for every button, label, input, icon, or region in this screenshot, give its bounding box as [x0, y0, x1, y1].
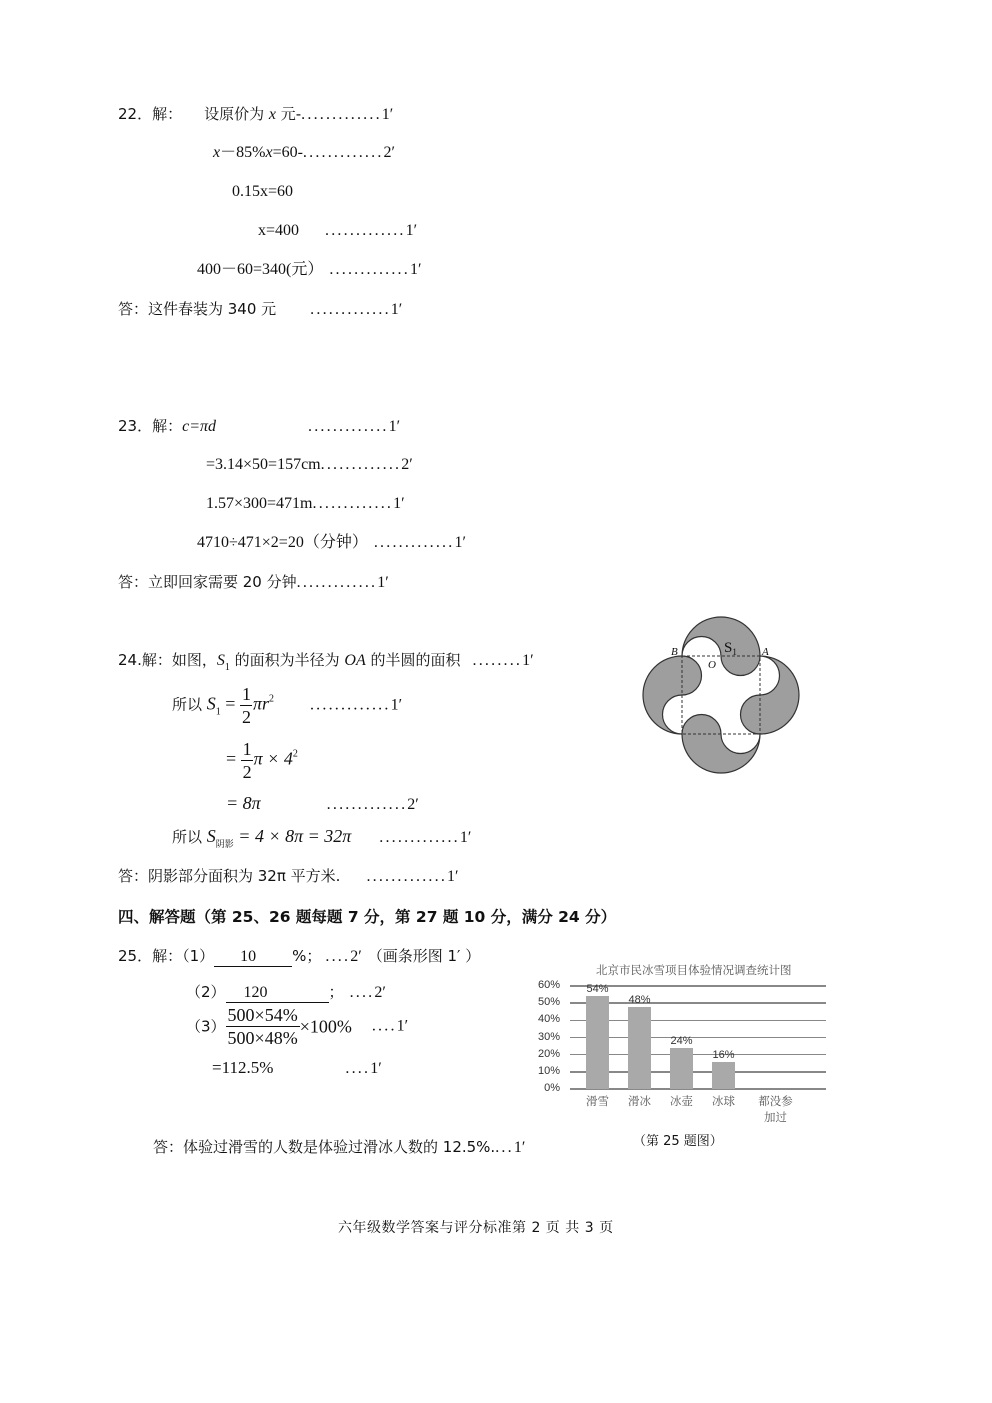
y-tick-label: 60%: [537, 979, 560, 991]
q22-l2-var2: x: [265, 144, 273, 161]
q23-l1-formula: c=πd: [182, 418, 217, 435]
q25-p2-score: 2′: [374, 984, 386, 1001]
q23-line-1: [118, 416, 400, 437]
q25-p3-dots: ....: [371, 1017, 397, 1035]
q24-l1-b: 的半圆的面积: [365, 651, 461, 669]
q24-l3-sup: 2: [292, 748, 298, 760]
q22-l1-dots: .............: [301, 106, 382, 123]
q25-p1-dots: ....: [325, 948, 351, 965]
q24-l2-prefix: 所以: [172, 695, 207, 714]
fraction-denominator: 2: [241, 707, 251, 727]
q23-line-4: [197, 533, 466, 553]
bar: [712, 1062, 735, 1089]
q22-l1-score: 1′: [381, 106, 394, 123]
q22-l1-var: x: [268, 106, 276, 123]
q24-l2-S: S: [206, 693, 216, 714]
bar: [670, 1048, 693, 1089]
q22-l5-dots: .............: [329, 261, 410, 278]
q24-l1-score: 1′: [522, 652, 534, 669]
q23-l3-dots: .............: [312, 495, 394, 512]
fraction-numerator: 500×54%: [227, 1005, 298, 1025]
section-4-heading: 四、解答题（第 25、26 题每题 7 分，第 27 题 10 分，满分 24 分）: [118, 908, 617, 926]
fraction-numerator: 1: [242, 739, 252, 759]
q24-line-1: [118, 650, 534, 678]
q25-part-4: [212, 1058, 382, 1079]
q24-l2-tail: πr: [252, 693, 269, 714]
q22-answer-dots: .............: [310, 301, 391, 318]
q23-l4-text: 4710÷471×2=20（分钟）: [197, 534, 368, 551]
bar-value-label: 48%: [628, 993, 651, 1006]
x-category-label: 滑冰: [628, 1094, 651, 1108]
q23-l2-score: 2′: [401, 456, 413, 473]
q24-l2-dots: .............: [309, 696, 391, 714]
y-tick-label: 10%: [537, 1064, 560, 1077]
q22-l2-var1: x: [213, 144, 221, 161]
q23-l4-score: 1′: [454, 534, 466, 551]
q24-l3-fraction: [241, 738, 254, 783]
label-B: B: [671, 646, 678, 658]
y-tick-label: 0%: [544, 1082, 560, 1094]
y-tick-label: 20%: [537, 1047, 560, 1060]
bar: [586, 996, 609, 1089]
q24-l2-fraction: [240, 683, 253, 728]
q25-label: 25．解：: [118, 947, 183, 965]
q25-p4-dots: ....: [345, 1060, 371, 1077]
q24-label: 24.解：如图，: [118, 651, 217, 669]
q23-label: 23．解：: [118, 417, 183, 435]
q24-l5-dots: .............: [379, 829, 460, 846]
q25-p3-score: 1′: [396, 1017, 409, 1035]
q24-l1-sub: 1: [224, 662, 230, 673]
q23-l2-text: =3.14×50=157cm: [206, 456, 321, 473]
q24-line-5: [172, 826, 471, 855]
q24-l1-S: S: [216, 652, 225, 669]
label-S1: $S_1$: [724, 640, 737, 657]
q22-l2-mid: －85%: [220, 144, 266, 161]
q25-p1-answer-blank: 10: [214, 948, 292, 967]
q24-l3-tail: π × 4: [253, 748, 293, 769]
bar-value-label: 24%: [670, 1034, 693, 1047]
q25-p2-answer-blank: 120: [226, 984, 329, 1003]
q24-l5-sub: 阴影: [215, 840, 234, 850]
q22-answer: [118, 299, 402, 320]
q22-line-3: 0.15x=60: [232, 183, 294, 200]
q24-line-3: [226, 738, 298, 783]
y-tick-label: 50%: [537, 996, 560, 1009]
y-tick-label: 40%: [537, 1013, 560, 1026]
fraction-denominator: 2: [242, 762, 252, 782]
q25-p1-label: （1）: [182, 947, 215, 965]
q24-figure: [630, 610, 810, 780]
q23-answer: [118, 572, 389, 593]
q22-l1-text: 设原价为: [204, 105, 269, 123]
q22-label: 22．解：: [118, 105, 183, 123]
q25-p2-label: （2）: [186, 983, 226, 1001]
q22-line-2: [213, 143, 395, 163]
y-tick-label: 30%: [537, 1030, 560, 1043]
x-category-label: 冰壶: [670, 1094, 693, 1108]
q23-l3-score: 1′: [393, 495, 405, 512]
q24-l4-dots: .............: [326, 796, 408, 813]
q24-line-4: [226, 793, 419, 815]
chart-title: 北京市民冰雪项目体验情况调查统计图: [596, 963, 792, 977]
q24-answer-score: 1′: [447, 868, 459, 885]
q24-l5-prefix: 所以: [172, 828, 207, 846]
q23-line-3: [206, 494, 405, 514]
fraction-numerator: 1: [241, 684, 251, 704]
q25-p3-fraction: [226, 1004, 300, 1049]
bar-value-label: 54%: [586, 983, 609, 996]
page-footer: 六年级数学答案与评分标准第 2 页 共 3 页: [338, 1220, 614, 1236]
q22-answer-score: 1′: [390, 301, 403, 318]
q25-p1-score: 2′: [350, 948, 362, 965]
q22-l5-score: 1′: [409, 261, 422, 278]
label-A: A: [762, 646, 769, 658]
q24-l1-OA: OA: [344, 652, 366, 669]
q23-line-2: [206, 455, 413, 475]
q24-l1-a: 的面积为半径为: [229, 651, 345, 669]
q25-answer-text: 答：体验过滑雪的人数是体验过滑冰人数的 12.5%.: [153, 1138, 496, 1156]
q24-answer-text: 答：阴影部分面积为 32π 平方米.: [118, 867, 341, 885]
q25-answer: [153, 1137, 525, 1158]
bar: [628, 1007, 651, 1089]
q23-answer-score: 1′: [377, 574, 389, 591]
q22-answer-text: 答：这件春装为 340 元: [118, 300, 277, 318]
bar-value-label: 16%: [712, 1048, 735, 1061]
q24-l2-sup: 2: [268, 693, 274, 705]
q25-p3-label: （3）: [186, 1017, 226, 1036]
q24-l2-sub: 1: [215, 706, 221, 718]
q25-p3-tail: ×100%: [299, 1016, 352, 1037]
q25-p2-dots: ....: [349, 984, 375, 1001]
q23-l3-text: 1.57×300=471m: [206, 495, 313, 512]
q23-answer-dots: .............: [296, 574, 378, 591]
q22-l2-end: =60-: [272, 144, 303, 161]
q22-l1-unit: 元-: [275, 105, 302, 123]
x-category-label: 都没参 加过: [758, 1094, 793, 1124]
q23-l2-dots: .............: [320, 456, 402, 473]
q24-l5-S: S: [206, 826, 216, 846]
q22-line-1: [118, 104, 393, 125]
fraction-denominator: 500×48%: [227, 1028, 298, 1048]
q25-p4-text: =112.5%: [212, 1058, 274, 1077]
q25-p1-unit: %；: [292, 947, 322, 965]
q25-p1-note: （画条形图 1′ ）: [367, 947, 481, 965]
q22-line-4: [258, 221, 417, 241]
q24-l5-expr: = 4 × 8π = 32π: [233, 826, 352, 846]
q24-line-2: [172, 683, 402, 728]
q23-l1-dots: .............: [308, 418, 389, 435]
q24-l3-eq: =: [226, 748, 241, 769]
q23-l4-dots: .............: [373, 534, 455, 551]
q22-l2-dots: .............: [302, 144, 384, 161]
q23-answer-text: 答：立即回家需要 20 分钟: [118, 573, 297, 591]
q22-l4-score: 1′: [405, 222, 418, 239]
q25-part-2: [186, 982, 386, 1003]
q24-answer: [118, 866, 459, 887]
q25-part-1: [118, 946, 480, 967]
q22-l4-dots: .............: [325, 222, 406, 239]
q22-l2-score: 2′: [383, 144, 396, 161]
q22-l5-text: 400－60=340(元）: [197, 261, 324, 278]
q24-l4-text: = 8π: [226, 793, 261, 813]
x-category-label: 冰球: [712, 1094, 735, 1108]
label-O: O: [708, 659, 716, 671]
q25-answer-score: 1′: [513, 1139, 526, 1156]
q22-line-5: [197, 260, 421, 280]
q24-l2-eq: =: [220, 693, 240, 714]
x-category-label: 滑雪: [586, 1094, 609, 1108]
q25-figure-caption: （第 25 题图）: [633, 1134, 723, 1149]
q25-answer-dots: ...: [495, 1139, 514, 1156]
q24-l4-score: 2′: [407, 796, 419, 813]
q22-l4-text: x=400: [258, 222, 300, 239]
q24-l1-dots: ........: [472, 652, 523, 669]
q24-answer-dots: .............: [366, 868, 448, 885]
q25-part-3: [186, 1004, 408, 1049]
q23-l1-score: 1′: [388, 418, 401, 435]
q25-p4-score: 1′: [370, 1060, 382, 1077]
q25-p2-end: ；: [328, 983, 344, 1001]
q24-l5-score: 1′: [459, 829, 472, 846]
q24-l2-score: 1′: [390, 696, 403, 714]
